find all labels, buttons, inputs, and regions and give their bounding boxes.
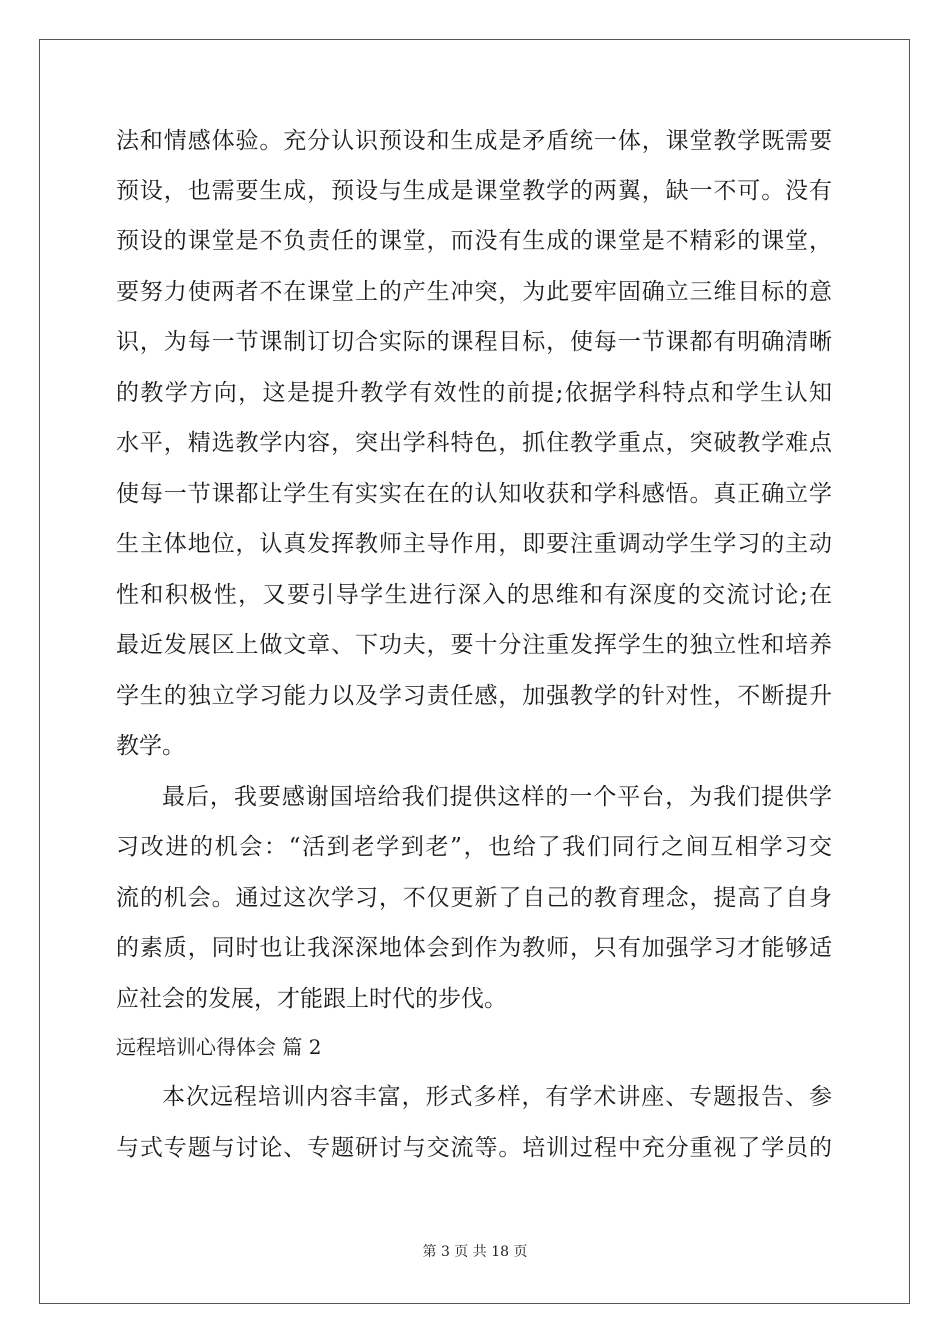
body-text-line: 最后，我要感谢国培给我们提供这样的一个平台，为我们提供学 xyxy=(162,784,832,810)
body-text-line: 法和情感体验。充分认识预设和生成是矛盾统一体，课堂教学既需要 xyxy=(116,128,832,154)
body-text-line: 性和积极性，又要引导学生进行深入的思维和有深度的交流讨论;在 xyxy=(116,582,832,608)
body-text-line: 本次远程培训内容丰富，形式多样，有学术讲座、专题报告、参 xyxy=(162,1084,832,1110)
body-text-line: 与式专题与讨论、专题研讨与交流等。培训过程中充分重视了学员的 xyxy=(116,1135,832,1161)
page-footer: 第 3 页 共 18 页 xyxy=(422,1244,528,1260)
body-text-line: 水平，精选教学内容，突出学科特色，抓住教学重点，突破教学难点 xyxy=(116,430,832,456)
body-text-line: 的素质，同时也让我深深地体会到作为教师，只有加强学习才能够适 xyxy=(116,935,832,961)
body-text-line: 识，为每一节课制订切合实际的课程目标，使每一节课都有明确清晰 xyxy=(116,329,832,355)
body-text-line: 预设的课堂是不负责任的课堂，而没有生成的课堂是不精彩的课堂， xyxy=(116,228,832,254)
body-text-line: 生主体地位，认真发挥教师主导作用，即要注重调动学生学习的主动 xyxy=(116,531,832,557)
body-text-line: 习改进的机会：“活到老学到老”，也给了我们同行之间互相学习交 xyxy=(116,834,832,860)
body-text-line: 学生的独立学习能力以及学习责任感，加强教学的针对性，不断提升 xyxy=(116,683,832,709)
body-text-line: 预设，也需要生成，预设与生成是课堂教学的两翼，缺一不可。没有 xyxy=(116,178,832,204)
body-text-line: 的教学方向，这是提升教学有效性的前提;依据学科特点和学生认知 xyxy=(116,380,832,406)
body-text-line: 要努力使两者不在课堂上的产生冲突，为此要牢固确立三维目标的意 xyxy=(116,279,832,305)
body-text-line: 教学。 xyxy=(116,733,185,759)
section-heading: 远程培训心得体会 篇 2 xyxy=(116,1035,322,1059)
body-text-line: 应社会的发展，才能跟上时代的步伐。 xyxy=(116,986,507,1012)
body-text-line: 流的机会。通过这次学习，不仅更新了自己的教育理念，提高了自身 xyxy=(116,885,832,911)
body-text-line: 使每一节课都让学生有实实在在的认知收获和学科感悟。真正确立学 xyxy=(116,481,832,507)
body-text-line: 最近发展区上做文章、下功夫，要十分注重发挥学生的独立性和培养 xyxy=(116,632,832,658)
